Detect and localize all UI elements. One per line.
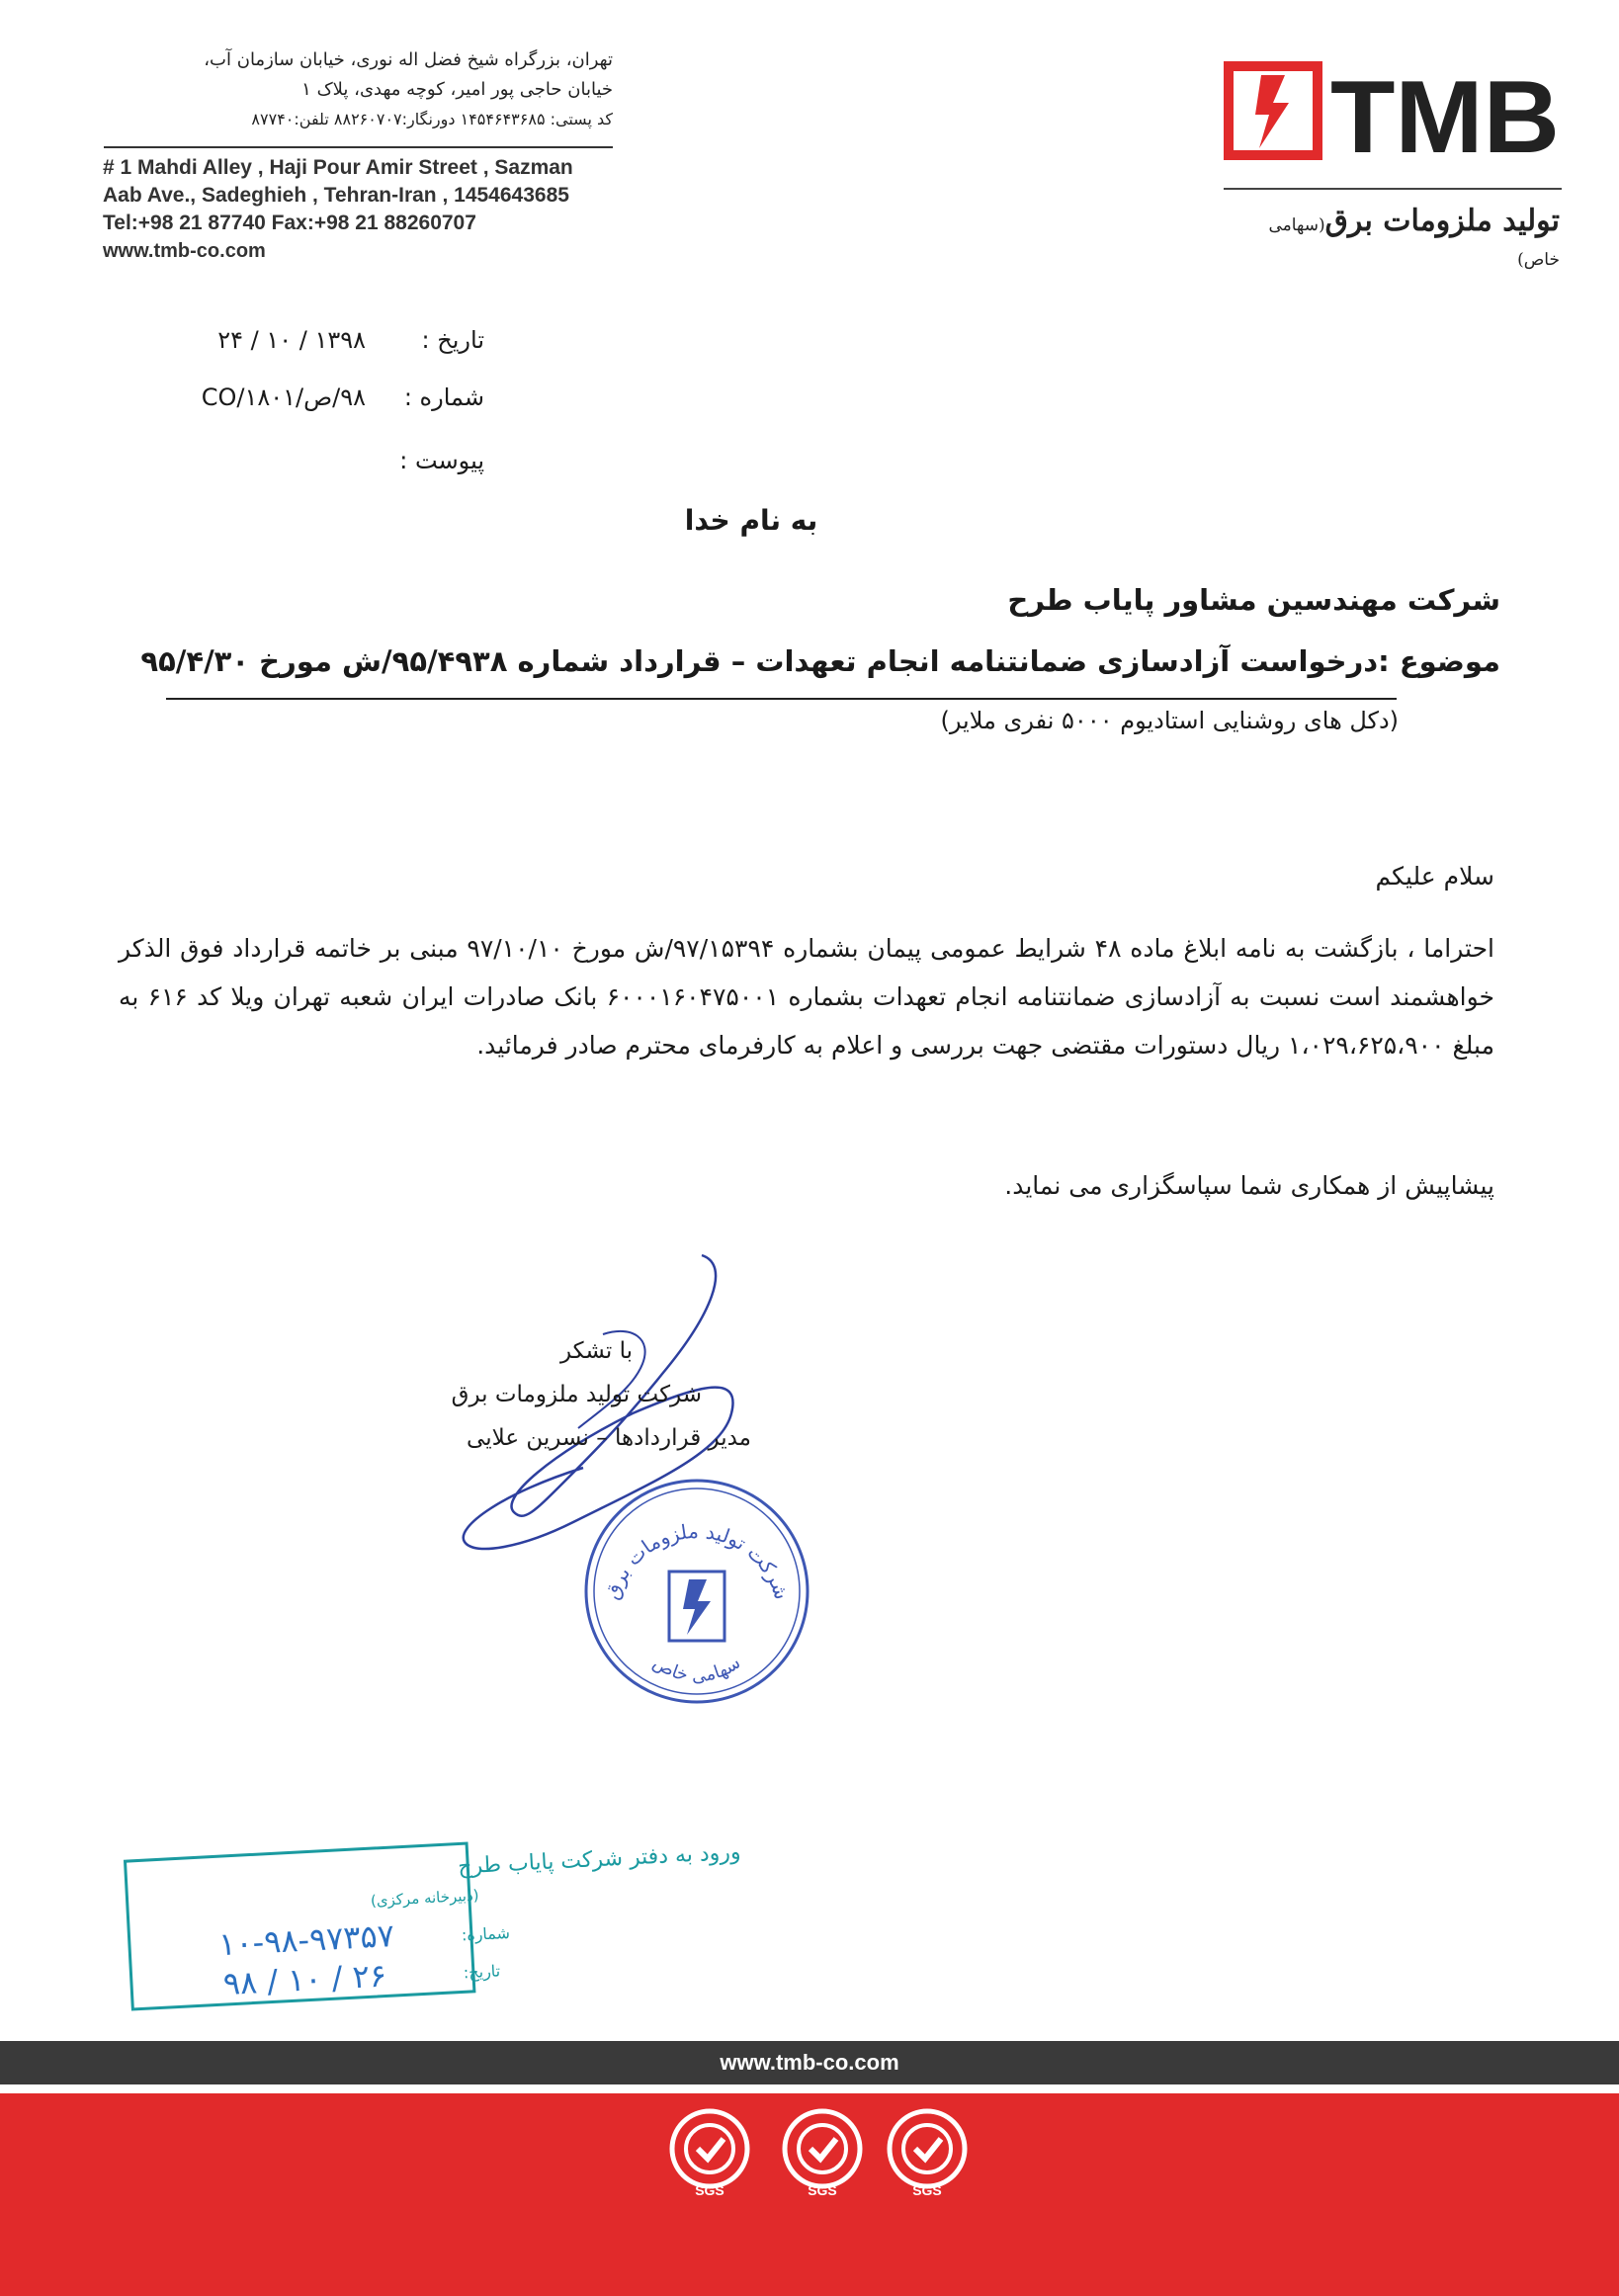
number-value: ۹۸/ص/CO/۱۸۰۱ [201, 383, 366, 411]
subject-detail: (دکل های روشنایی استادیوم ۵۰۰۰ نفری ملایر) [940, 707, 1399, 734]
stamp-date-value: ۹۸ / ۱۰ / ۲۶ [221, 1956, 387, 2003]
date-label: تاریخ : [421, 326, 484, 354]
stamp-number-value: ۱۰-۹۸-۹۷۳۵۷ [217, 1916, 395, 1964]
stamp-number-label: شماره: [461, 1922, 511, 1945]
date-value: ۱۳۹۸ / ۱۰ / ۲۴ [217, 326, 366, 354]
subject-underline [166, 698, 1397, 700]
footer-website-link[interactable]: www.tmb-co.com [720, 2050, 899, 2075]
address-english [103, 154, 637, 265]
cert-label: SGS [808, 2182, 837, 2198]
stamp-subtitle: (دبیرخانه مرکزی) [370, 1886, 479, 1911]
lightning-bolt-icon [1224, 60, 1562, 175]
recipient: شرکت مهندسین مشاور پایاب طرح [1007, 583, 1500, 617]
seal-text-bottom: سهامی خاص [648, 1652, 745, 1687]
iso-certification-icon [775, 2107, 870, 2198]
logo-divider [1224, 188, 1562, 190]
basmala-heading: به نام خدا [684, 504, 818, 537]
cert-label: SGS [912, 2182, 942, 2198]
logo-text: TMB [1330, 60, 1560, 175]
signature-name: مدیر قراردادها – نسرین علایی [467, 1425, 751, 1451]
number-label: شماره : [403, 383, 484, 411]
company-name: تولید ملزومات برق [1324, 204, 1560, 238]
address-fa-line: کد پستی: ۱۴۵۴۶۴۳۶۸۵ دورنگار:۸۸۲۶۰۷۰۷ تلفن:۸۷۷۴۰ [251, 110, 613, 128]
salutation: سلام علیکم [1375, 862, 1494, 891]
stamp-title: ورود به دفتر شرکت پایاب طرح [457, 1839, 742, 1880]
address-fa-line: خیابان حاجی پور امیر، کوچه مهدی، پلاک ۱ [301, 79, 613, 100]
company-tagline [1224, 204, 1560, 273]
date-field [128, 326, 484, 366]
signature-thanks: با تشکر [559, 1338, 633, 1364]
letter-body: احتراما ، بازگشت به نامه ابلاغ ماده ۴۸ شرایط عمومی پیمان بشماره ۹۷/۱۵۳۹۴/ش مورخ ۹۷/۱۰/۱۰ مبنی بر خاتمه قرارداد فوق الذکر خواهشمند است نسبت به آزادسازی ضمانتنامه انجام تعهدات بشماره ۶۰۰۰۱۶۰۴۷۵۰۰۱ بانک صادرات ایران شعبه تهران ویلا کد ۶۱۶ به مبلغ ۱،۰۲۹،۶۲۵،۹۰۰ ریال دستورات مقتضی جهت بررسی و اعلام به کارفرمای محترم صادر فرمائید. [119, 934, 1494, 1060]
tmb-logo [1224, 60, 1562, 175]
attachment-label: پیوست : [399, 447, 484, 474]
iso-certification-icon [662, 2107, 757, 2198]
seal-text-top: شرکت تولید ملزومات برق [599, 1518, 795, 1603]
company-type: (سهامی خاص) [1268, 215, 1560, 270]
address-en-line: Tel:+98 21 87740 Fax:+98 21 88260707 [103, 212, 476, 234]
signature-company: شرکت تولید ملزومات برق [451, 1382, 702, 1407]
address-persian [99, 45, 613, 134]
received-stamp [125, 1838, 742, 2006]
company-seal [578, 1473, 815, 1710]
cert-label: SGS [695, 2182, 724, 2198]
attachment-field [128, 447, 484, 486]
number-field [128, 383, 484, 423]
website-link[interactable]: www.tmb-co.com [103, 240, 266, 262]
address-en-line: Aab Ave., Sadeghieh , Tehran-Iran , 1454643685 [103, 184, 569, 207]
address-divider [104, 146, 613, 148]
signature-block [376, 1329, 751, 1460]
subject-line: موضوع :درخواست آزادسازی ضمانتنامه انجام تعهدات – قرارداد شماره ۹۵/۴۹۳۸/ش مورخ ۹۵/۴/۳۰ [140, 644, 1500, 678]
address-fa-line: تهران، بزرگراه شیخ فضل اله نوری، خیابان سازمان آب، [204, 49, 613, 70]
address-en-line: # 1 Mahdi Alley , Haji Pour Amir Street , Sazman [103, 156, 573, 179]
iso-certification-icon [880, 2107, 975, 2198]
stamp-date-label: تاریخ: [463, 1961, 501, 1983]
closing-line: پیشاپیش از همکاری شما سپاسگزاری می نماید. [1004, 1171, 1494, 1200]
